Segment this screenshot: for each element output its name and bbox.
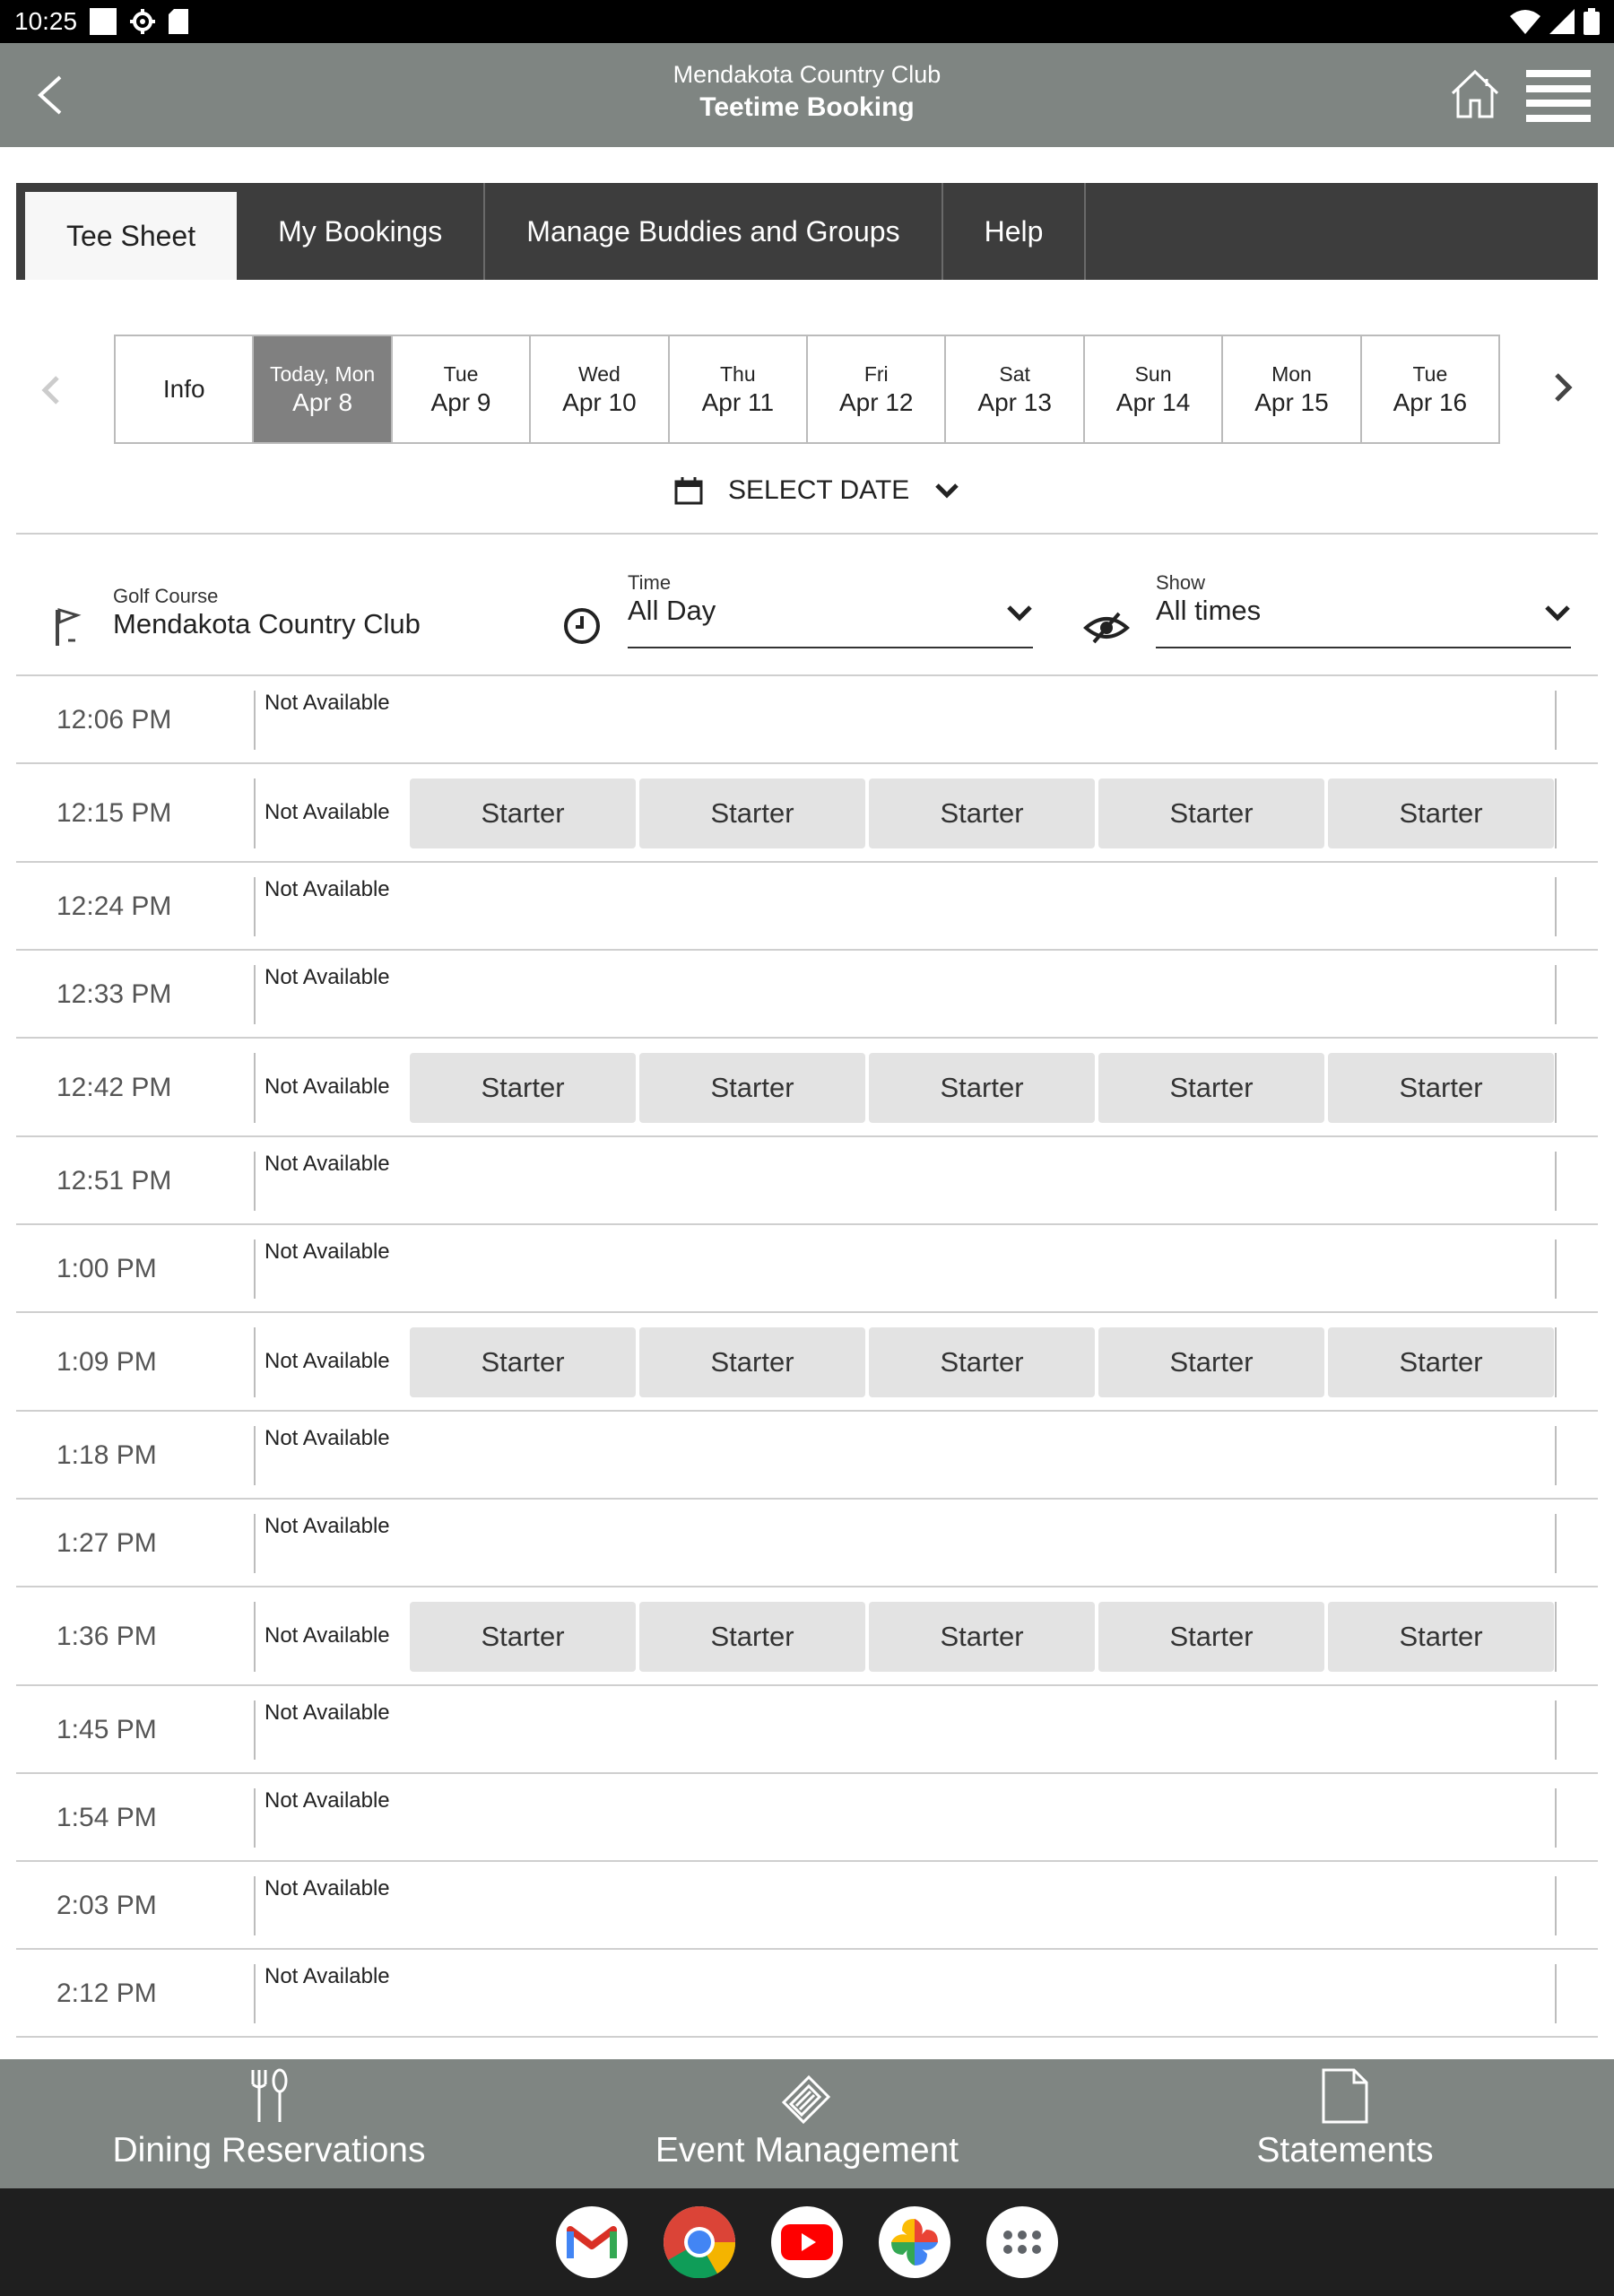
player-slots (410, 778, 1554, 848)
select-date-label: SELECT DATE (728, 475, 910, 505)
availability-status: Not Available (265, 1876, 390, 1900)
bottom-navigation (0, 2059, 1614, 2188)
time-filter-label: Time (628, 571, 672, 594)
tab-my-bookings[interactable]: My Bookings (237, 183, 485, 280)
chevron-down-icon (934, 482, 959, 500)
day-cell-today[interactable] (254, 336, 392, 442)
starter-slot[interactable]: Starter (1098, 1327, 1324, 1397)
starter-slot[interactable]: Starter (410, 1327, 636, 1397)
availability-status: Not Available (265, 800, 390, 824)
club-name: Mendakota Country Club (672, 61, 941, 88)
app-header (0, 43, 1614, 147)
chevron-down-icon (1006, 604, 1033, 623)
row-divider (254, 1514, 256, 1573)
availability-status: Not Available (265, 1239, 390, 1264)
starter-slot[interactable]: Starter (639, 1327, 865, 1397)
row-divider (1555, 1053, 1557, 1123)
next-days-button[interactable] (1544, 370, 1580, 405)
day-selector (114, 335, 1500, 444)
tee-time-row (16, 1950, 1598, 2038)
row-divider (254, 1239, 256, 1299)
sd-card-icon (169, 9, 188, 34)
availability-status: Not Available (265, 877, 390, 901)
status-bar (0, 0, 1614, 43)
tee-time-row (16, 863, 1598, 951)
home-button[interactable] (1447, 66, 1503, 122)
tee-time-row (16, 951, 1598, 1039)
starter-slot[interactable]: Starter (410, 1053, 636, 1123)
tee-time: 1:45 PM (56, 1715, 157, 1744)
starter-slot[interactable]: Starter (869, 1053, 1095, 1123)
tee-time: 2:03 PM (56, 1891, 157, 1920)
tee-time: 12:42 PM (56, 1073, 172, 1102)
day-date: Apr 16 (1393, 387, 1468, 416)
availability-status: Not Available (265, 1152, 390, 1176)
day-cell[interactable] (946, 336, 1084, 442)
day-cell[interactable] (1362, 336, 1498, 442)
settings-gear-icon (129, 8, 156, 35)
availability-status: Not Available (265, 1623, 390, 1648)
tee-time-row (16, 1862, 1598, 1950)
day-info-cell[interactable]: Info (116, 336, 254, 442)
row-divider (1555, 691, 1557, 750)
starter-slot[interactable]: Starter (1098, 1602, 1324, 1672)
day-date: Apr 10 (562, 387, 637, 416)
row-divider (254, 1152, 256, 1211)
row-divider (254, 1602, 256, 1672)
row-divider (254, 965, 256, 1024)
row-divider (1555, 778, 1557, 848)
wifi-icon (1510, 9, 1540, 34)
day-cell[interactable] (1223, 336, 1361, 442)
row-divider (1555, 965, 1557, 1024)
row-divider (1555, 1788, 1557, 1848)
row-divider (1555, 1514, 1557, 1573)
day-cell[interactable] (1085, 336, 1223, 442)
tee-time: 1:54 PM (56, 1803, 157, 1832)
golf-course-filter[interactable] (113, 585, 421, 640)
tee-time-row (16, 1225, 1598, 1313)
day-name: Thu (720, 361, 756, 386)
show-filter-label: Show (1156, 571, 1206, 594)
ticket-icon (778, 2070, 836, 2124)
tab-help[interactable]: Help (943, 183, 1087, 280)
day-date: Apr 14 (1115, 387, 1191, 416)
tee-time-row (16, 1587, 1598, 1686)
select-date-button[interactable] (674, 468, 959, 513)
row-divider (254, 1700, 256, 1760)
notification-square-icon (90, 8, 117, 35)
starter-slot[interactable]: Starter (869, 1602, 1095, 1672)
show-filter-select[interactable] (1156, 571, 1571, 648)
day-date: Apr 13 (977, 387, 1052, 416)
starter-slot[interactable]: Starter (410, 778, 636, 848)
document-icon (1322, 2068, 1368, 2124)
main-tabs (16, 183, 1598, 280)
row-divider (1555, 1152, 1557, 1211)
availability-status: Not Available (265, 1074, 390, 1099)
row-divider (1555, 1700, 1557, 1760)
tee-time-row (16, 764, 1598, 863)
tee-time: 12:06 PM (56, 705, 172, 735)
time-filter-value: All Day (628, 595, 716, 626)
day-name: Mon (1271, 361, 1312, 386)
day-name: Wed (577, 361, 620, 386)
player-slots (410, 1602, 1554, 1672)
menu-line (1526, 100, 1591, 107)
day-name: Today, Mon (270, 361, 376, 386)
tee-time-row (16, 1774, 1598, 1862)
tee-time-row (16, 1686, 1598, 1774)
row-divider (254, 691, 256, 750)
starter-slot[interactable]: Starter (869, 1327, 1095, 1397)
tee-time: 2:12 PM (56, 1979, 157, 2008)
player-slots (410, 1053, 1554, 1123)
availability-status: Not Available (265, 1964, 390, 1988)
time-filter-select[interactable] (628, 571, 1033, 648)
system-dock (0, 2188, 1614, 2296)
menu-line (1526, 115, 1591, 122)
eye-slash-icon (1083, 610, 1130, 646)
day-name: Tue (1412, 361, 1448, 386)
row-divider (1555, 1426, 1557, 1485)
menu-line (1526, 70, 1591, 77)
clock-icon (563, 607, 601, 645)
availability-status: Not Available (265, 965, 390, 989)
tee-time-row (16, 1500, 1598, 1587)
row-divider (1555, 1239, 1557, 1299)
tee-time: 1:27 PM (56, 1528, 157, 1558)
page-title: Teetime Booking (699, 92, 915, 122)
statements-label: Statements (1256, 2131, 1434, 2170)
gmail-icon[interactable] (556, 2206, 628, 2278)
day-date: Apr 12 (838, 387, 914, 416)
row-divider (1555, 1964, 1557, 2023)
chevron-down-icon (1544, 604, 1571, 623)
tee-time: 1:00 PM (56, 1254, 157, 1283)
availability-status: Not Available (265, 1426, 390, 1450)
starter-slot[interactable]: Starter (1328, 778, 1554, 848)
day-name: Sat (999, 361, 1030, 386)
starter-slot[interactable]: Starter (639, 778, 865, 848)
tee-time: 12:15 PM (56, 798, 172, 828)
signal-icon (1549, 9, 1575, 34)
app-drawer-icon[interactable] (986, 2206, 1058, 2278)
starter-slot[interactable]: Starter (1328, 1053, 1554, 1123)
starter-slot[interactable]: Starter (410, 1602, 636, 1672)
youtube-icon[interactable] (771, 2206, 843, 2278)
menu-line (1526, 85, 1591, 92)
row-divider (254, 778, 256, 848)
divider (16, 533, 1598, 535)
starter-slot[interactable]: Starter (1098, 1053, 1324, 1123)
starter-slot[interactable]: Starter (1328, 1327, 1554, 1397)
day-cell[interactable] (808, 336, 946, 442)
tee-time-row (16, 1412, 1598, 1500)
player-slots (410, 1327, 1554, 1397)
day-cell[interactable] (531, 336, 669, 442)
tab-tee-sheet[interactable]: Tee Sheet (25, 192, 237, 280)
tee-time-row (16, 1039, 1598, 1137)
starter-slot[interactable]: Starter (1098, 778, 1324, 848)
row-divider (1555, 1327, 1557, 1397)
tee-time: 1:18 PM (56, 1440, 157, 1470)
day-date: Apr 8 (292, 387, 353, 416)
golf-course-value: Mendakota Country Club (113, 608, 421, 639)
dining-reservations-label: Dining Reservations (112, 2131, 426, 2170)
day-cell[interactable] (670, 336, 808, 442)
show-filter-value: All times (1156, 595, 1262, 626)
chrome-icon[interactable] (664, 2206, 735, 2278)
row-divider (254, 1053, 256, 1123)
starter-slot[interactable]: Starter (639, 1053, 865, 1123)
availability-status: Not Available (265, 1788, 390, 1813)
previous-days-button[interactable] (34, 372, 70, 408)
availability-status: Not Available (265, 1514, 390, 1538)
day-date: Apr 11 (701, 387, 775, 416)
row-divider (254, 1788, 256, 1848)
calendar-icon (674, 476, 703, 505)
row-divider (254, 1964, 256, 2023)
tee-time: 1:36 PM (56, 1622, 157, 1651)
starter-slot[interactable]: Starter (639, 1602, 865, 1672)
tee-time-row (16, 676, 1598, 764)
event-management-label: Event Management (655, 2131, 959, 2170)
battery-icon (1584, 8, 1600, 35)
day-name: Sun (1134, 361, 1172, 386)
dining-reservations-button[interactable] (90, 2059, 448, 2188)
tee-time-row (16, 1137, 1598, 1225)
availability-status: Not Available (265, 1700, 390, 1725)
photos-icon[interactable] (879, 2206, 950, 2278)
statements-button[interactable] (1166, 2059, 1524, 2188)
tab-manage-buddies[interactable]: Manage Buddies and Groups (485, 183, 942, 280)
hamburger-menu-button[interactable] (1526, 70, 1591, 122)
fork-knife-icon (249, 2068, 289, 2124)
availability-status: Not Available (265, 691, 390, 715)
golf-flag-icon (52, 606, 82, 648)
row-divider (254, 877, 256, 936)
row-divider (254, 1327, 256, 1397)
tee-time: 12:33 PM (56, 979, 172, 1009)
starter-slot[interactable]: Starter (1328, 1602, 1554, 1672)
row-divider (1555, 1876, 1557, 1935)
row-divider (1555, 877, 1557, 936)
status-time: 10:25 (14, 7, 78, 35)
day-date: Apr 9 (430, 387, 491, 416)
tee-time: 1:09 PM (56, 1347, 157, 1377)
tee-time: 12:51 PM (56, 1166, 172, 1196)
row-divider (254, 1876, 256, 1935)
starter-slot[interactable]: Starter (869, 778, 1095, 848)
home-icon (1447, 66, 1503, 122)
tee-time-row (16, 1313, 1598, 1412)
event-management-button[interactable] (628, 2059, 986, 2188)
tee-time: 12:24 PM (56, 891, 172, 921)
row-divider (1555, 1602, 1557, 1672)
row-divider (254, 1426, 256, 1485)
day-name: Tue (443, 361, 479, 386)
tee-sheet-list (16, 676, 1598, 2038)
day-name: Fri (863, 361, 889, 386)
day-cell[interactable] (393, 336, 531, 442)
golf-course-label: Golf Course (113, 585, 219, 607)
availability-status: Not Available (265, 1349, 390, 1373)
day-date: Apr 15 (1254, 387, 1329, 416)
